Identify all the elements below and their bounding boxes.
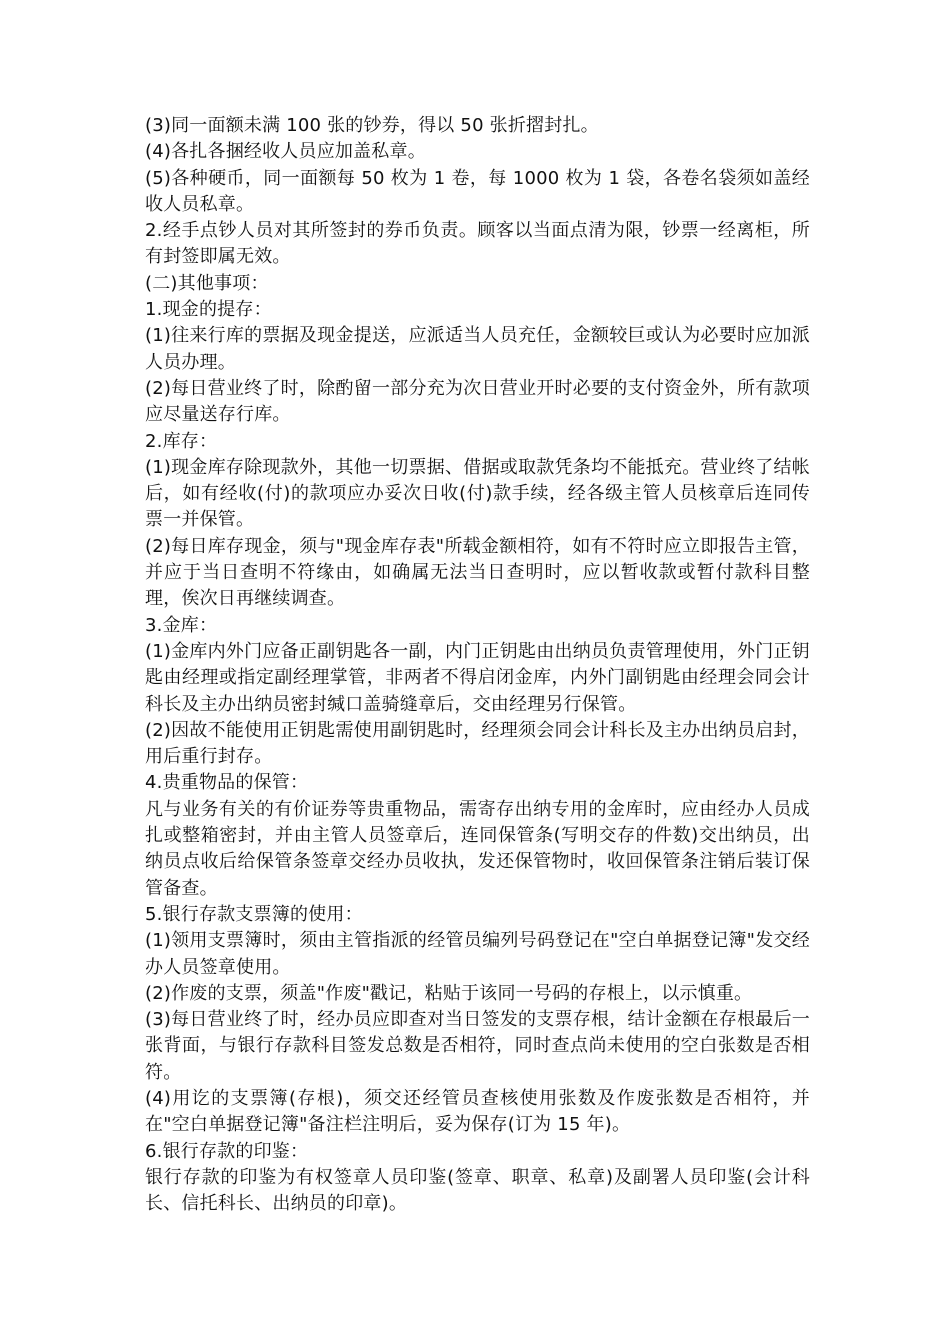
paragraph: (1)往来行库的票据及现金提送，应派适当人员充任，金额较巨或认为必要时应加派人员办理。 bbox=[145, 325, 810, 373]
document-body bbox=[145, 113, 810, 1217]
paragraph: 凡与业务有关的有价证券等贵重物品，需寄存出纳专用的金库时，应由经办人员成扎或整箱密封，并由主管人员签章后，连同保管条(写明交存的件数)交出纳员，出纳员点收后给保管条签章交经办员收执，发还保管物时，收回保管条注销后装订保管备查。 bbox=[145, 798, 810, 899]
subsection-heading: 2.库存： bbox=[145, 430, 218, 452]
paragraph: (3)每日营业终了时，经办员应即查对当日签发的支票存根，结计金额在存根最后一张背面，与银行存款科目签发总数是否相符，同时查点尚未使用的空白张数是否相符。 bbox=[145, 1009, 810, 1083]
paragraph: (2)因故不能使用正钥匙需使用副钥匙时，经理须会同会计科长及主办出纳员启封，用后重行封存。 bbox=[145, 719, 810, 768]
subsection-heading: 3.金库： bbox=[145, 614, 218, 636]
section-heading: (二)其他事项： bbox=[145, 272, 269, 294]
paragraph: (4)用讫的支票簿(存根)，须交还经管员查核使用张数及作废张数是否相符，并在"空白单据登记簿"备注栏注明后，妥为保存(订为 15 年)。 bbox=[145, 1087, 810, 1136]
paragraph: (1)金库内外门应备正副钥匙各一副，内门正钥匙由出纳员负责管理使用，外门正钥匙由经理或指定副经理掌管，非两者不得启闭金库，内外门副钥匙由经理会同会计科长及主办出纳员密封缄口盖骑缝章后，交由经理另行保管。 bbox=[145, 640, 810, 715]
subsection-heading: 5.银行存款支票簿的使用： bbox=[145, 903, 363, 925]
paragraph: 银行存款的印鉴为有权签章人员印鉴(签章、职章、私章)及副署人员印鉴(会计科长、信托科长、出纳员的印章)。 bbox=[145, 1166, 810, 1215]
paragraph: (2)作废的支票，须盖"作废"戳记，粘贴于该同一号码的存根上，以示慎重。 bbox=[145, 982, 753, 1004]
paragraph: (5)各种硬币，同一面额每 50 枚为 1 卷，每 1000 枚为 1 袋，各卷名袋须如盖经收人员私章。 bbox=[145, 167, 810, 215]
paragraph: (1)领用支票簿时，须由主管指派的经管员编列号码登记在"空白单据登记簿"发交经办人员签章使用。 bbox=[145, 930, 810, 978]
subsection-heading: 4.贵重物品的保管： bbox=[145, 772, 309, 794]
subsection-heading: 1.现金的提存： bbox=[145, 299, 272, 321]
paragraph: (1)现金库存除现款外，其他一切票据、借据或取款凭条均不能抵充。营业终了结帐后，如有经收(付)的款项应办妥次日收(付)款手续，经各级主管人员核章后连同传票一并保管。 bbox=[145, 456, 810, 531]
paragraph: (2)每日库存现金，须与"现金库存表"所载金额相符，如有不符时应立即报告主管，并应于当日查明不符缘由，如确属无法当日查明时，应以暂收款或暂付款科目整理，俟次日再继续调查。 bbox=[145, 535, 810, 610]
paragraph: (3)同一面额未满 100 张的钞券，得以 50 张折摺封扎。 bbox=[145, 115, 599, 136]
paragraph: (2)每日营业终了时，除酌留一部分充为次日营业开时必要的支付资金外，所有款项应尽量送存行库。 bbox=[145, 377, 810, 426]
paragraph: 2.经手点钞人员对其所签封的券币负责。顾客以当面点清为限，钞票一经离柜，所有封签即属无效。 bbox=[145, 220, 810, 268]
paragraph: (4)各扎各捆经收人员应加盖私章。 bbox=[145, 141, 426, 163]
subsection-heading: 6.银行存款的印鉴： bbox=[145, 1140, 309, 1162]
